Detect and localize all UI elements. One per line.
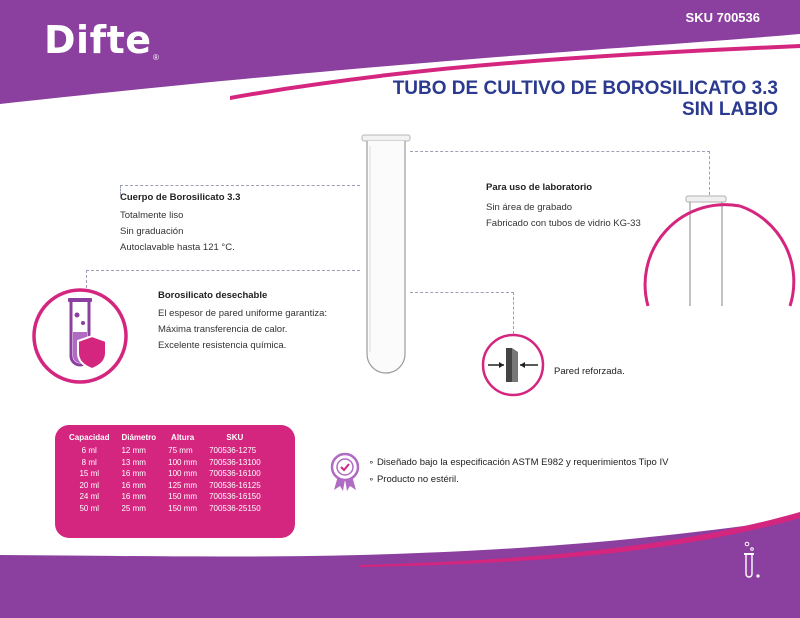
block-line: Máxima transferencia de calor. — [158, 324, 288, 335]
table-row — [63, 445, 267, 457]
wall-thickness-icon — [480, 332, 546, 398]
note-text: Producto no estéril. — [376, 474, 459, 485]
bullet-icon: ⚬ — [368, 475, 377, 484]
title-line-1: TUBO DE CULTIVO DE BOROSILICATO 3.3 — [392, 78, 778, 99]
cell-sku: 700536-25150 — [209, 503, 261, 513]
cell-sku: 700536-16125 — [209, 480, 261, 490]
note-item — [368, 474, 728, 485]
connector-line — [709, 151, 710, 195]
header-diameter: Diámetro — [121, 432, 157, 442]
cell-height: 100 mm — [168, 469, 198, 479]
registered-mark: ® — [153, 53, 159, 62]
cell-capacity: 15 ml — [79, 469, 100, 479]
page-title — [393, 78, 778, 120]
cell-sku: 700536-16150 — [209, 492, 261, 502]
cell-diameter: 13 mm — [121, 457, 146, 467]
table-header-row — [63, 429, 267, 445]
title-line-2: SIN LABIO — [681, 99, 778, 120]
cell-capacity: 6 ml — [81, 446, 97, 456]
cell-height: 150 mm — [168, 492, 198, 502]
cell-diameter: 12 mm — [121, 446, 146, 456]
sku-label: SKU 700536 — [685, 10, 760, 25]
cell-diameter: 16 mm — [121, 469, 146, 479]
cell-capacity: 50 ml — [79, 503, 100, 513]
connector-line — [513, 292, 514, 334]
table-row — [63, 457, 267, 469]
connector-line — [86, 270, 360, 271]
table-row — [63, 491, 267, 503]
header-capacity: Capacidad — [69, 432, 110, 442]
connector-line — [410, 292, 514, 293]
cell-height: 150 mm — [168, 503, 198, 513]
borosilicate-body-block — [120, 192, 350, 256]
bullet-icon: ⚬ — [368, 458, 377, 467]
block-line: El espesor de pared uniforme garantiza: — [158, 308, 327, 319]
cell-capacity: 20 ml — [79, 480, 100, 490]
block-line: Totalmente liso — [120, 210, 184, 221]
spec-table-panel — [55, 425, 295, 538]
cell-capacity: 24 ml — [79, 492, 100, 502]
header-sku: SKU — [226, 432, 244, 442]
cell-capacity: 8 ml — [81, 457, 97, 467]
block-line: Sin área de grabado — [486, 202, 573, 213]
block-line: Fabricado con tubos de vidrio KG-33 — [486, 218, 641, 229]
table-row — [63, 480, 267, 492]
quality-badge-icon — [328, 452, 362, 492]
cell-sku: 700536-16100 — [209, 469, 261, 479]
block-line: Sin graduación — [120, 226, 184, 237]
block-title: Borosilicato desechable — [158, 290, 268, 301]
cell-height: 125 mm — [168, 480, 198, 490]
brand-logo: Difte — [44, 18, 152, 62]
note-text: Diseñado bajo la especificación ASTM E982 y requerimientos Tipo IV — [376, 457, 669, 468]
note-item — [368, 457, 728, 468]
test-tube-illustration — [355, 132, 419, 382]
table-row — [63, 503, 267, 515]
block-line: Autoclavable hasta 121 °C. — [120, 242, 235, 253]
cell-diameter: 16 mm — [121, 480, 146, 490]
cell-height: 100 mm — [168, 457, 198, 467]
cell-sku: 700536-1275 — [209, 446, 257, 456]
connector-line — [410, 151, 710, 152]
block-title: Para uso de laboratorio — [486, 182, 593, 193]
cell-sku: 700536-13100 — [209, 457, 261, 467]
block-line: Excelente resistencia química. — [158, 340, 287, 351]
disposable-block — [158, 290, 358, 354]
block-title: Cuerpo de Borosilicato 3.3 — [120, 192, 241, 203]
cell-diameter: 16 mm — [121, 492, 146, 502]
cell-height: 75 mm — [168, 446, 193, 456]
connector-line — [120, 185, 360, 186]
header-height: Altura — [171, 432, 195, 442]
test-tube-shield-icon — [30, 286, 130, 386]
reinforced-wall-label: Pared reforzada. — [554, 366, 625, 377]
table-row — [63, 468, 267, 480]
test-tube-small-icon — [738, 540, 762, 582]
cell-diameter: 25 mm — [121, 503, 146, 513]
notes-list — [368, 457, 728, 485]
spec-table — [63, 429, 267, 514]
magnify-circle — [640, 198, 800, 310]
